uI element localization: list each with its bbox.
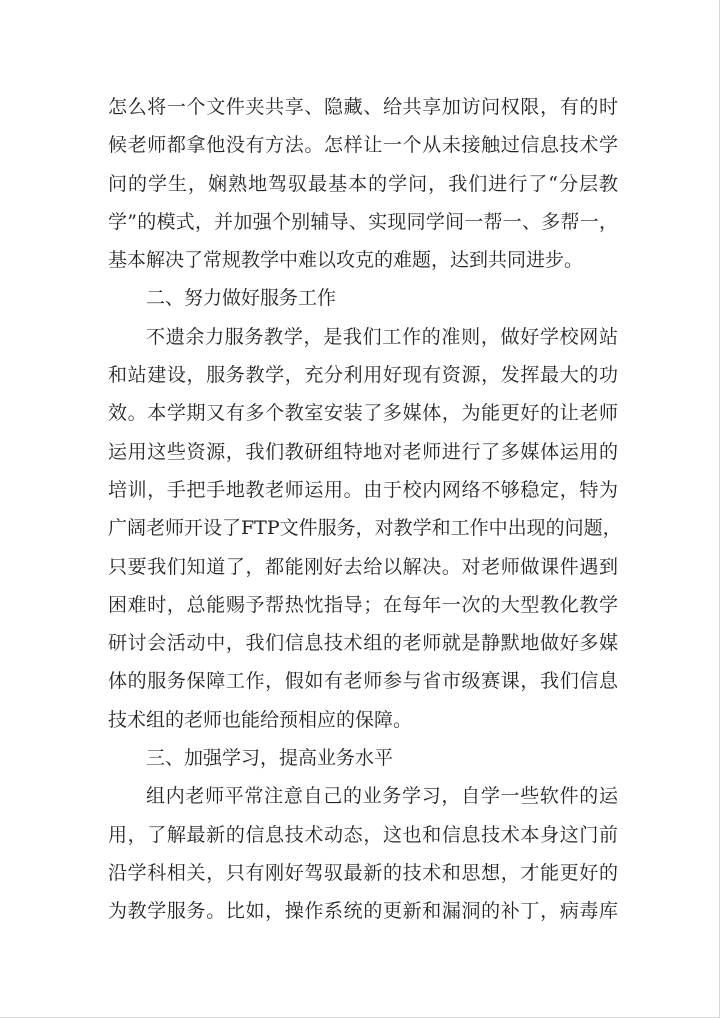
section-heading: 二、努力做好服务工作 bbox=[146, 287, 337, 310]
text-line: 学”的模式，并加强个别辅导、实现同学间一帮一、多帮一， bbox=[108, 210, 618, 233]
section-heading: 三、加强学习，提高业务水平 bbox=[146, 747, 394, 770]
text-line: 问的学生，娴熟地驾驭最基本的学问，我们进行了“分层教 bbox=[108, 172, 618, 195]
text-line: 和站建设，服务教学，充分利用好现有资源，发挥最大的功 bbox=[108, 364, 618, 387]
text-line: 用，了解最新的信息技术动态，这也和信息技术本身这门前 bbox=[108, 823, 618, 846]
text-line: 怎么将一个文件夹共享、隐藏、给共享加访问权限，有的时 bbox=[108, 96, 618, 118]
text-line: 技术组的老师也能给预相应的保障。 bbox=[108, 708, 413, 731]
text-line: 效。本学期又有多个教室安装了多媒体，为能更好的让老师 bbox=[108, 402, 618, 425]
text-line: 不遗余力服务教学，是我们工作的准则，做好学校网站 bbox=[146, 325, 618, 348]
text-line: 候老师都拿他没有方法。怎样让一个从未接触过信息技术学 bbox=[108, 134, 618, 157]
document-body bbox=[108, 88, 622, 931]
text-line: 组内老师平常注意自己的业务学习，自学一些软件的运 bbox=[146, 785, 618, 808]
text-line: 培训，手把手地教老师运用。由于校内网络不够稳定，特为 bbox=[108, 478, 618, 501]
text-line: 困难时，总能赐予帮热忱指导；在每年一次的大型教化教学 bbox=[108, 593, 618, 616]
text-line: 研讨会活动中，我们信息技术组的老师就是静默地做好多媒 bbox=[108, 632, 618, 655]
text-line: 只要我们知道了，都能刚好去给以解决。对老师做课件遇到 bbox=[108, 555, 618, 578]
text-line: 沿学科相关，只有刚好驾驭最新的技术和思想，才能更好的 bbox=[108, 861, 618, 884]
text-line: 运用这些资源，我们教研组特地对老师进行了多媒体运用的 bbox=[108, 440, 618, 463]
text-line: 广阔老师开设了FTP文件服务，对教学和工作中出现的问题， bbox=[108, 517, 622, 540]
text-line: 体的服务保障工作，假如有老师参与省市级赛课，我们信息 bbox=[108, 670, 618, 693]
text-line: 基本解决了常规教学中难以攻克的难题，达到共同进步。 bbox=[108, 249, 584, 272]
text-line: 为教学服务。比如，操作系统的更新和漏洞的补丁，病毒库 bbox=[108, 900, 618, 923]
